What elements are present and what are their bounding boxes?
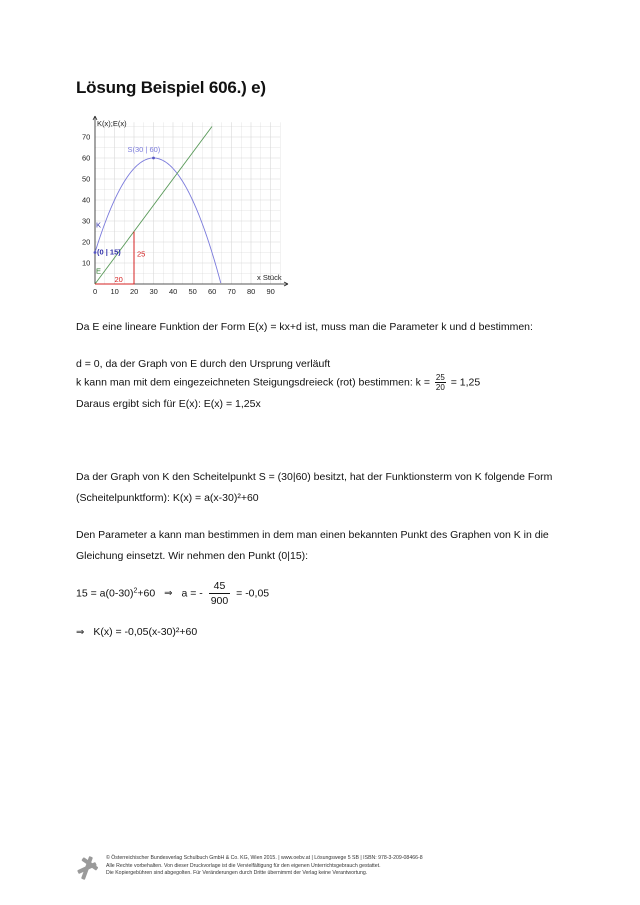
footer (106, 855, 423, 878)
x-tick-label: 0 (93, 287, 98, 296)
point-label: (0 | 15) (97, 247, 121, 257)
paragraph-3 (76, 373, 480, 392)
paragraph-1: Da E eine lineare Funktion der Form E(x) = kx+d ist, muss man die Parameter k und d bestimmen: (76, 321, 533, 333)
equation-exponent: 2 (133, 587, 138, 595)
slope-result: = 1,25 (450, 376, 481, 389)
x-tick-label: 60 (208, 287, 217, 296)
final-formula: K(x) = -0,05(x-30)²+60 (93, 626, 198, 638)
k-series-label: K (96, 220, 102, 230)
graph-axes (93, 116, 288, 286)
paragraph-4: Daraus ergibt sich für E(x): E(x) = 1,25x (76, 398, 261, 410)
series-k-line (95, 158, 221, 283)
slope-text: k kann man mit dem eingezeichneten Steigungsdreieck (rot) bestimmen: k = (76, 376, 430, 389)
x-tick-label: 10 (110, 287, 119, 296)
e-series-label: E (96, 266, 102, 276)
slope-numerator: 25 (435, 373, 445, 382)
equation-left: 15 = a(0-30) (76, 587, 134, 600)
a-numerator: 45 (209, 579, 231, 594)
paragraph-5: Da der Graph von K den Scheitelpunkt S = (30|60) besitzt, hat der Funktionsterm von K folgende Form (76, 471, 553, 483)
footer-line-3: Die Kopiergebühren sind abgegolten. Für Veränderungen durch Dritte übernimmt der Verlag keine Verantwortung. (106, 870, 368, 876)
paragraph-8: Gleichung einsetzt. Wir nehmen den Punkt (0|15): (76, 550, 309, 562)
vertex-label: S(30 | 60) (127, 145, 161, 154)
paragraph-2: d = 0, da der Graph von E durch den Ursprung verläuft (76, 358, 331, 370)
x-tick-label: 50 (188, 287, 197, 296)
equation-after: +60 (137, 587, 156, 600)
x-tick-label: 80 (247, 287, 256, 296)
triangle-run-label: 20 (114, 275, 123, 284)
a-denominator: 900 (210, 595, 229, 607)
page-title: Lösung Beispiel 606.) e) (76, 78, 266, 97)
x-tick-label: 70 (227, 287, 236, 296)
equation-result: = -0,05 (236, 587, 270, 600)
x-tick-label: 20 (130, 287, 139, 296)
paragraph-6: (Scheitelpunktform): K(x) = a(x-30)²+60 (76, 492, 259, 504)
graph-grid (95, 122, 280, 284)
triangle-rise-label: 25 (137, 249, 146, 259)
y-tick-label: 30 (82, 216, 91, 226)
x-axis-label: x Stück (257, 273, 282, 282)
y-tick-label: 70 (82, 132, 91, 142)
y-tick-label: 40 (82, 195, 91, 205)
x-tick-label: 30 (149, 287, 158, 296)
y-axis-label: K(x);E(x) (97, 119, 127, 128)
y-tick-label: 60 (82, 153, 91, 163)
y-tick-label: 50 (82, 174, 91, 184)
graph-ticks (82, 133, 275, 297)
y-tick-label: 20 (82, 237, 91, 247)
final-arrow: ⇒ (76, 627, 85, 638)
function-graph (76, 112, 296, 297)
final-line (76, 625, 197, 640)
slope-denominator: 20 (435, 383, 445, 392)
footer-line-2: Alle Rechte vorbehalten. Von dieser Druckvorlage ist die Vervielfältigung für den eigenen Unterrichtsgebrauch gestattet. (106, 862, 381, 869)
x-tick-label: 90 (266, 287, 275, 296)
implies-arrow: ⇒ (164, 588, 173, 600)
a-fraction (209, 579, 231, 608)
footer-line-1: © Österreichischer Bundesverlag Schulbuch GmbH & Co. KG, Wien 2015. | www.oebv.at | Lösungswege 5 SB | ISBN: 978-3-209-08466-8 (106, 855, 423, 861)
publisher-logo-icon (76, 855, 98, 881)
vertex-point (152, 157, 155, 160)
start-point (94, 251, 97, 254)
paragraph-7: Den Parameter a kann man bestimmen in dem man einen bekannten Punkt des Graphen von K in die (76, 529, 549, 541)
equation-line (76, 579, 269, 608)
y-tick-label: 10 (82, 258, 91, 268)
equation-a: a = - (181, 587, 203, 600)
x-tick-label: 40 (169, 287, 178, 296)
slope-fraction (435, 373, 446, 392)
